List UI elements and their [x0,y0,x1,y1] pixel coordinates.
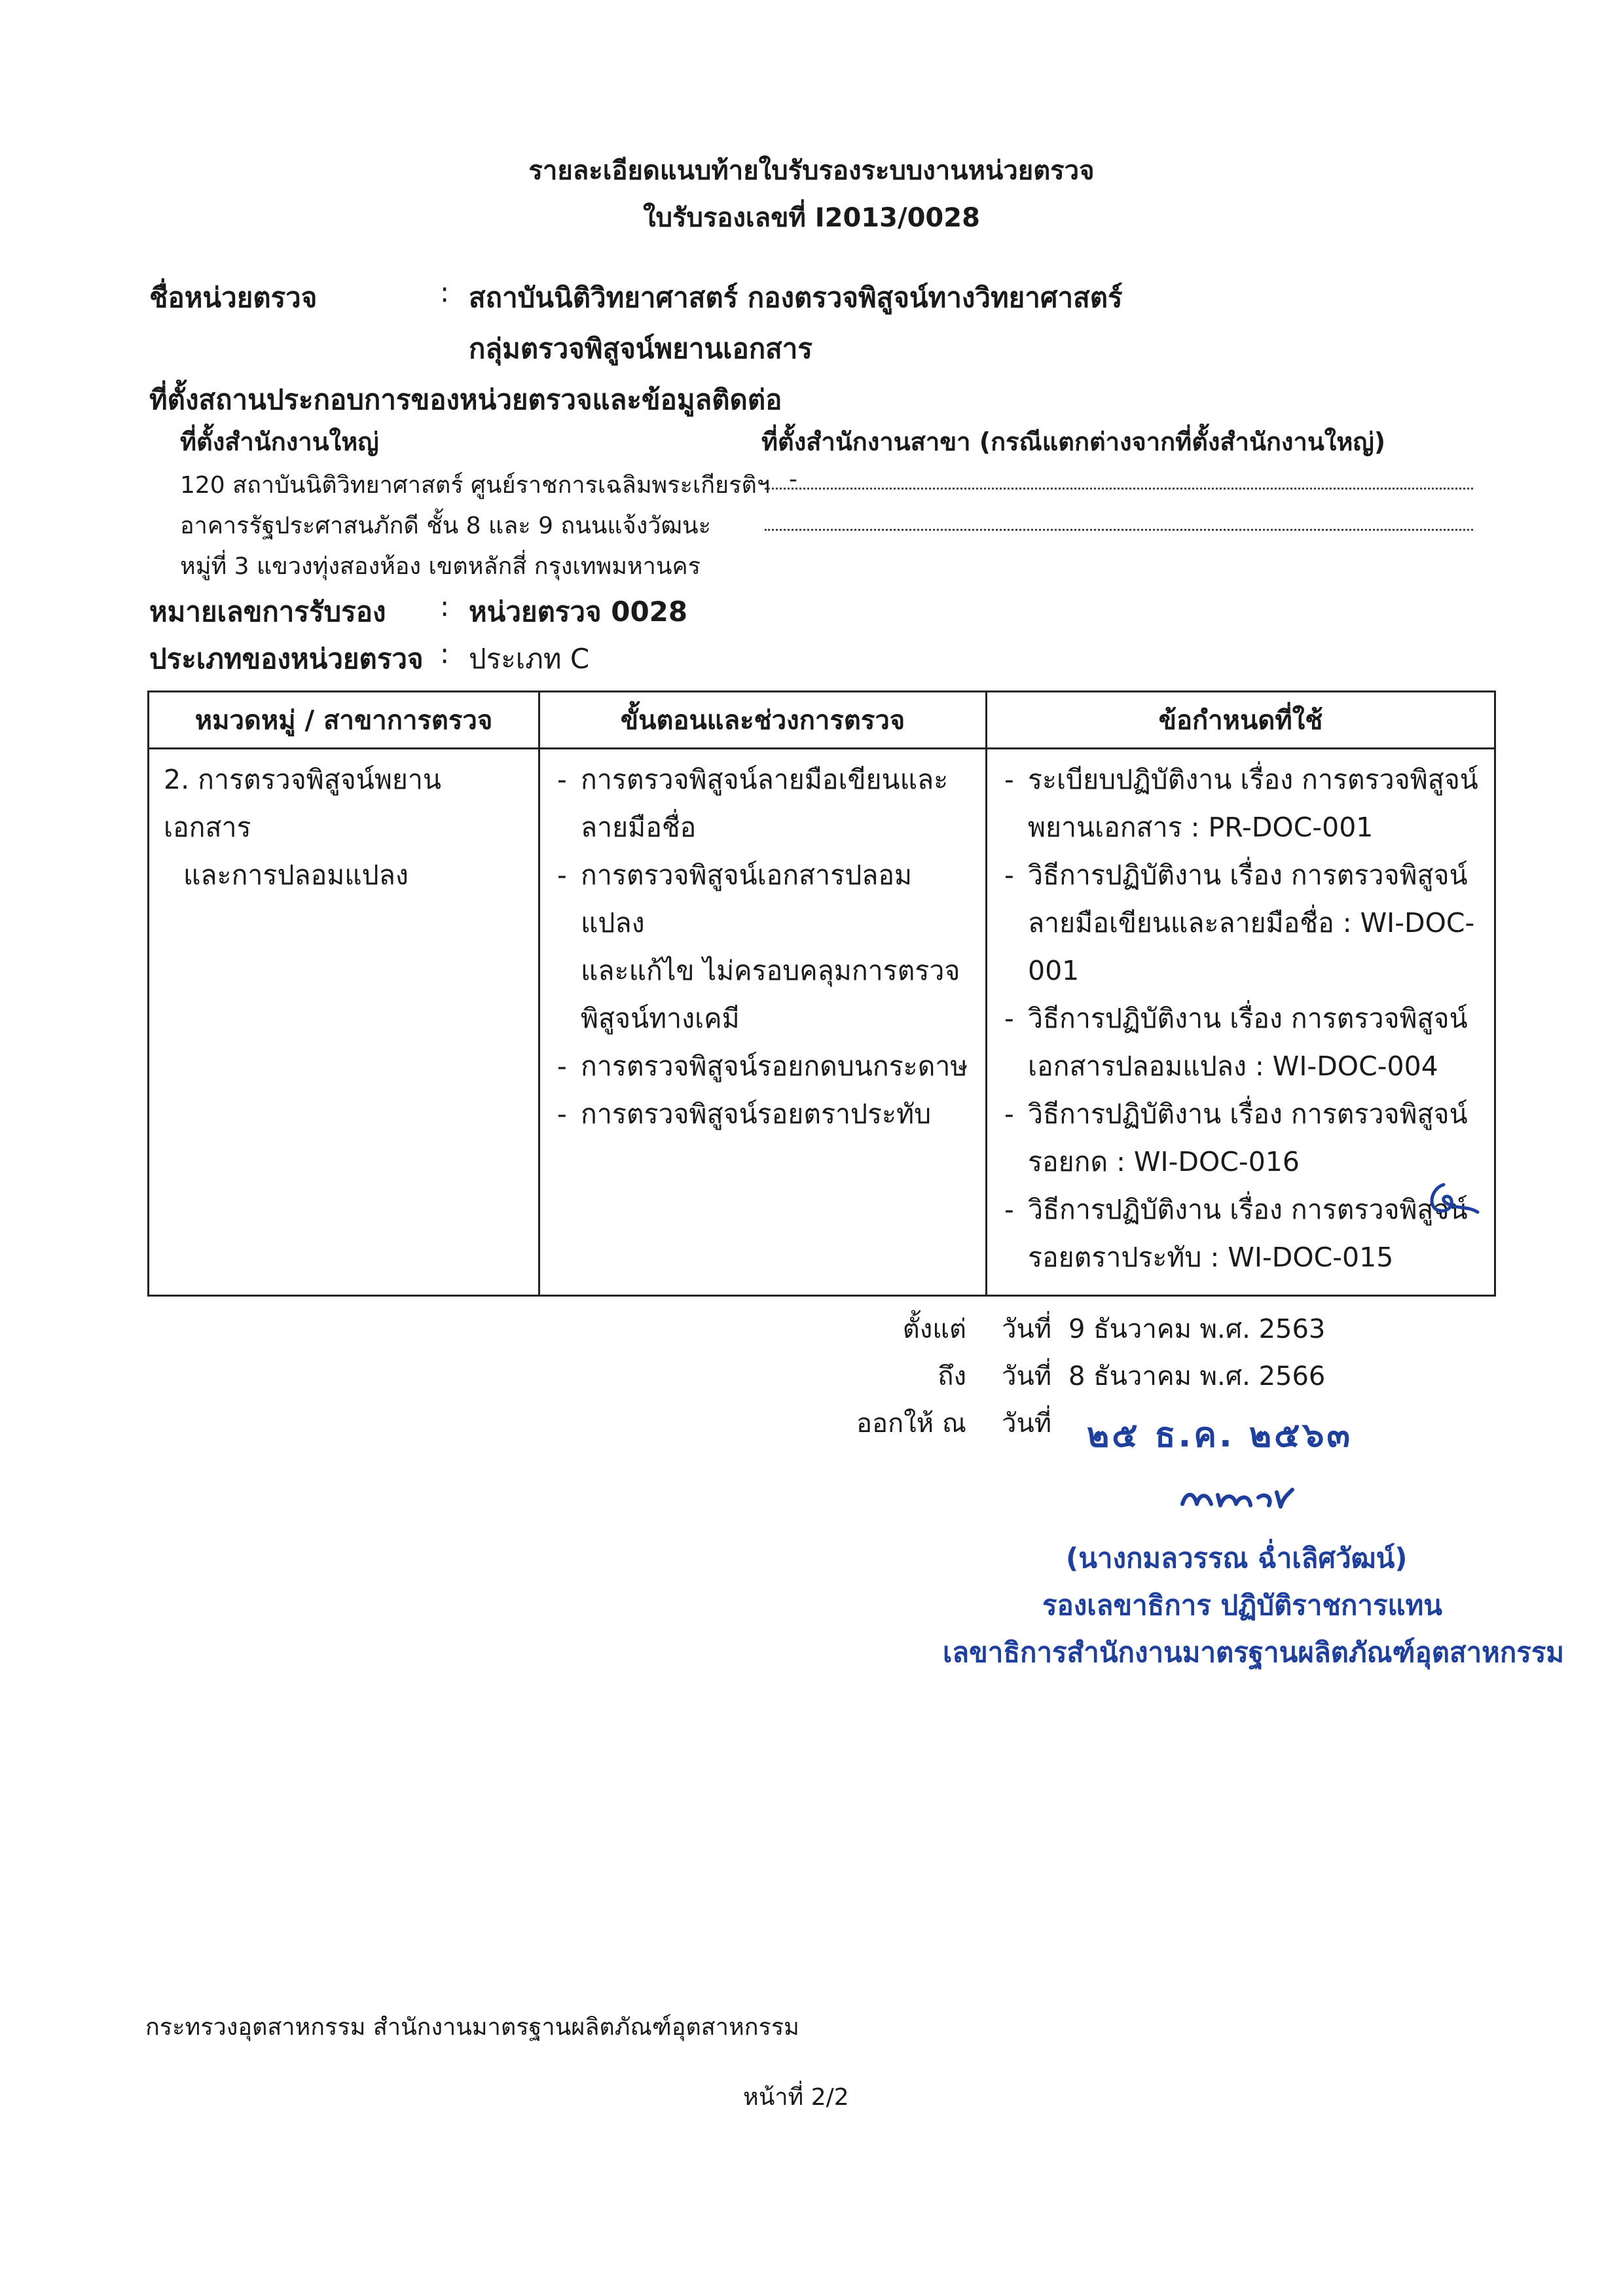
day-label: วันที่ [1002,1408,1052,1439]
requirements-cell [987,749,1495,1296]
accreditation-number-value: หน่วยตรวจ 0028 [469,596,688,628]
colon: : [440,590,450,622]
location-heading: ที่ตั้งสถานประกอบการของหน่วยตรวจและข้อมูลติดต่อ [149,384,782,416]
footer-organization: กระทรวงอุตสาหกรรม สำนักงานมาตรฐานผลิตภัณฑ์อุตสาหกรรม [145,2014,799,2041]
list-item [1002,756,1480,852]
signer-name: (นางกมลวรรณ ฉ่ำเลิศวัฒน์) [1066,1542,1408,1574]
colon: : [440,276,450,308]
header-requirements: ข้อกำหนดที่ใช้ [987,692,1495,749]
list-item [1002,995,1480,1090]
procedure-line: ลายมือชื่อ [581,812,697,843]
requirement-line: - วิธีการปฏิบัติงาน เรื่อง การตรวจพิสูจน์ [1028,1003,1468,1034]
list-item [1002,1186,1480,1282]
branch-office-value: - [789,466,797,493]
requirement-line: ลายมือเขียนและลายมือชื่อ : WI-DOC-001 [1028,907,1475,986]
inspection-body-name-2: กลุ่มตรวจพิสูจน์พยานเอกสาร [469,332,812,365]
procedure-line: - การตรวจพิสูจน์รอยกดบนกระดาษ [581,1050,968,1082]
inspection-body-label: ชื่อหน่วยตรวจ [149,281,318,314]
category-line: 2. การตรวจพิสูจน์พยานเอกสาร [164,764,441,843]
signature-icon [1177,1478,1295,1524]
signer-position-1: รองเลขาธิการ ปฏิบัติราชการแทน [1042,1589,1442,1621]
requirement-line: พยานเอกสาร : PR-DOC-001 [1028,812,1374,843]
procedure-line: - การตรวจพิสูจน์เอกสารปลอมแปลง [581,859,912,939]
inspection-body-name-1: สถาบันนิติวิทยาศาสตร์ กองตรวจพิสูจน์ทางวิทยาศาสตร์ [469,281,1123,314]
requirement-line: - วิธีการปฏิบัติงาน เรื่อง การตรวจพิสูจน์ [1028,1194,1468,1225]
requirement-line: เอกสารปลอมแปลง : WI-DOC-004 [1028,1050,1438,1082]
inspection-type-label: ประเภทของหน่วยตรวจ [149,643,424,675]
initials-mark-icon [1424,1177,1483,1223]
category-cell [149,749,539,1296]
list-item [555,1043,971,1090]
requirement-line: รอยตราประทับ : WI-DOC-015 [1028,1242,1394,1273]
requirement-line: - วิธีการปฏิบัติงาน เรื่อง การตรวจพิสูจน์ [1028,1098,1468,1130]
branch-address-line-1 [765,488,1473,490]
head-office-address-2: อาคารรัฐประศาสนภักดี ชั้น 8 และ 9 ถนนแจ้งวัฒนะ [180,512,711,539]
requirement-line: รอยกด : WI-DOC-016 [1028,1146,1300,1177]
valid-from-date: 9 ธันวาคม พ.ศ. 2563 [1068,1314,1326,1344]
head-office-address-3: หมู่ที่ 3 แขวงทุ่งสองห้อง เขตหลักสี่ กรุงเทพมหานคร [180,553,701,580]
procedure-cell [539,749,987,1296]
requirement-line: - ระเบียบปฏิบัติงาน เรื่อง การตรวจพิสูจน์ [1028,764,1478,795]
category-line: และการปลอมแปลง [183,859,409,891]
colon: : [440,637,450,670]
table-row [149,749,1495,1296]
list-item [1002,1090,1480,1186]
list-item [555,852,971,1043]
procedure-line: - การตรวจพิสูจน์รอยตราประทับ [581,1098,932,1130]
list-item [1002,852,1480,995]
certificate-number: ใบรับรองเลขที่ I2013/0028 [643,203,980,233]
signer-position-2: เลขาธิการสำนักงานมาตรฐานผลิตภัณฑ์อุตสาหกรรม [943,1636,1565,1668]
accreditation-number-label: หมายเลขการรับรอง [149,596,386,628]
header-category: หมวดหมู่ / สาขาการตรวจ [149,692,539,749]
requirement-line: - วิธีการปฏิบัติงาน เรื่อง การตรวจพิสูจน์ [1028,859,1468,891]
inspection-type-value: ประเภท C [469,643,590,675]
day-label: วันที่ [1002,1361,1052,1391]
document-title: รายละเอียดแนบท้ายใบรับรองระบบงานหน่วยตรวจ [528,156,1095,186]
to-label: ถึง [938,1361,966,1391]
list-item [555,1090,971,1138]
issued-label: ออกให้ ณ [856,1408,966,1439]
procedure-line: และแก้ไข ไม่ครอบคลุมการตรวจ [581,955,960,986]
table-header-row [149,692,1495,749]
header-procedure: ขั้นตอนและช่วงการตรวจ [539,692,987,749]
list-item [555,756,971,852]
procedure-line: - การตรวจพิสูจน์ลายมือเขียนและ [581,764,949,795]
head-office-label: ที่ตั้งสำนักงานใหญ่ [180,427,379,456]
branch-office-label: ที่ตั้งสำนักงานสาขา (กรณีแตกต่างจากที่ตั้งสำนักงานใหญ่) [761,427,1386,456]
issued-date-stamp: ๒๕ ธ.ค. ๒๕๖๓ [1087,1416,1353,1455]
scope-table [147,691,1496,1297]
procedure-line: พิสูจน์ทางเคมี [581,1003,740,1034]
day-label: วันที่ [1002,1314,1052,1344]
valid-to-date: 8 ธันวาคม พ.ศ. 2566 [1068,1361,1326,1391]
from-label: ตั้งแต่ [902,1314,966,1344]
page-number: หน้าที่ 2/2 [743,2084,849,2111]
head-office-address-1: 120 สถาบันนิติวิทยาศาสตร์ ศูนย์ราชการเฉลิมพระเกียรติฯ [180,472,771,499]
branch-address-line-2 [765,529,1473,531]
